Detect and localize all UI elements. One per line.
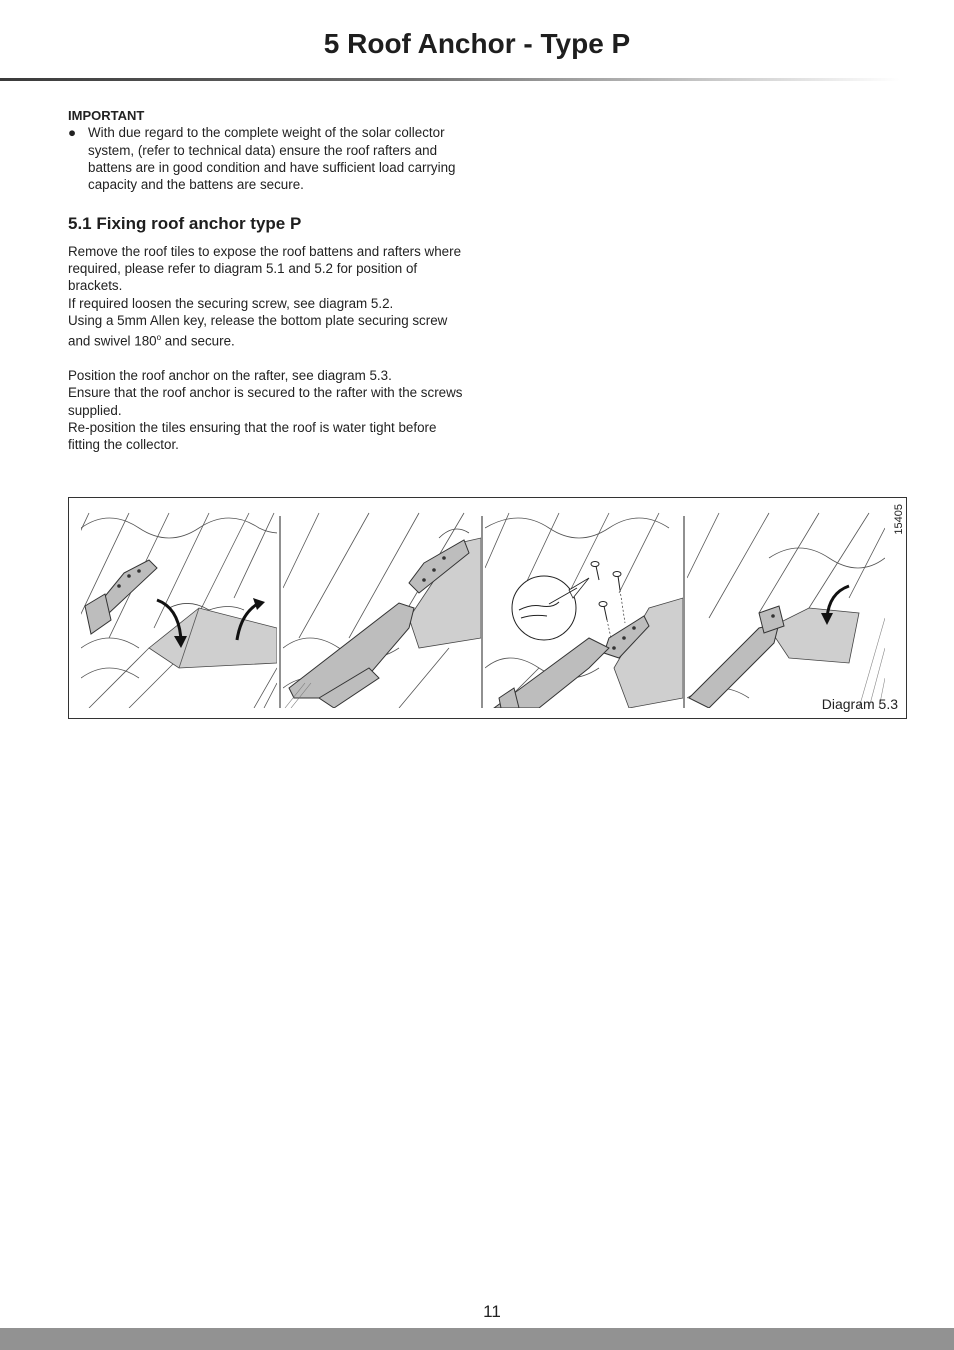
- instruction-paragraph-6: Re-position the tiles ensuring that the roof is water tight before fitting the collector.: [68, 419, 437, 453]
- page-title: 5 Roof Anchor - Type P: [323, 28, 631, 59]
- instruction-paragraph-1: Remove the roof tiles to expose the roof battens and rafters where required, please refer to diagram 5.1 and 5.2 for position of brackets.: [68, 243, 462, 294]
- important-label: IMPORTANT: [68, 108, 145, 123]
- page-number: 11: [483, 1302, 501, 1321]
- diagram-illustration: [69, 498, 906, 718]
- important-bullet: [68, 124, 468, 193]
- diagram-reference-code: 15405: [893, 504, 905, 535]
- panel-position-anchor: [283, 513, 481, 708]
- section-heading: 5.1 Fixing roof anchor type P: [68, 214, 302, 234]
- degree-symbol: o: [156, 333, 162, 343]
- paragraph-3-text: Using a 5mm Allen key, release the bottom plate securing screw and swivel 180: [68, 312, 448, 349]
- title-divider: [0, 78, 900, 81]
- panel-replace-tiles: [687, 513, 885, 708]
- main-content: [68, 107, 468, 454]
- paragraph-3-end: and secure.: [161, 333, 235, 349]
- instruction-paragraph-2: If required loosen the securing screw, see diagram 5.2.: [68, 295, 394, 311]
- instruction-paragraph-4: Position the roof anchor on the rafter, see diagram 5.3.: [68, 368, 392, 384]
- panel-remove-tiles: [69, 513, 299, 708]
- diagram-caption: Diagram 5.3: [821, 696, 898, 712]
- diagram-5-3: [68, 497, 907, 719]
- instruction-paragraph-5: Ensure that the roof anchor is secured to the rafter with the screws supplied.: [68, 385, 463, 418]
- footer-bar: [0, 1328, 954, 1350]
- panel-screw-anchor: [485, 513, 683, 708]
- important-text: With due regard to the complete weight of the solar collector system, (refer to technical data) ensure the roof rafters and battens are in good condition and have sufficient load carrying capacity and the battens are secure.: [88, 125, 456, 193]
- instruction-paragraph-3: [68, 312, 468, 350]
- bullet-dot: ●: [68, 125, 77, 141]
